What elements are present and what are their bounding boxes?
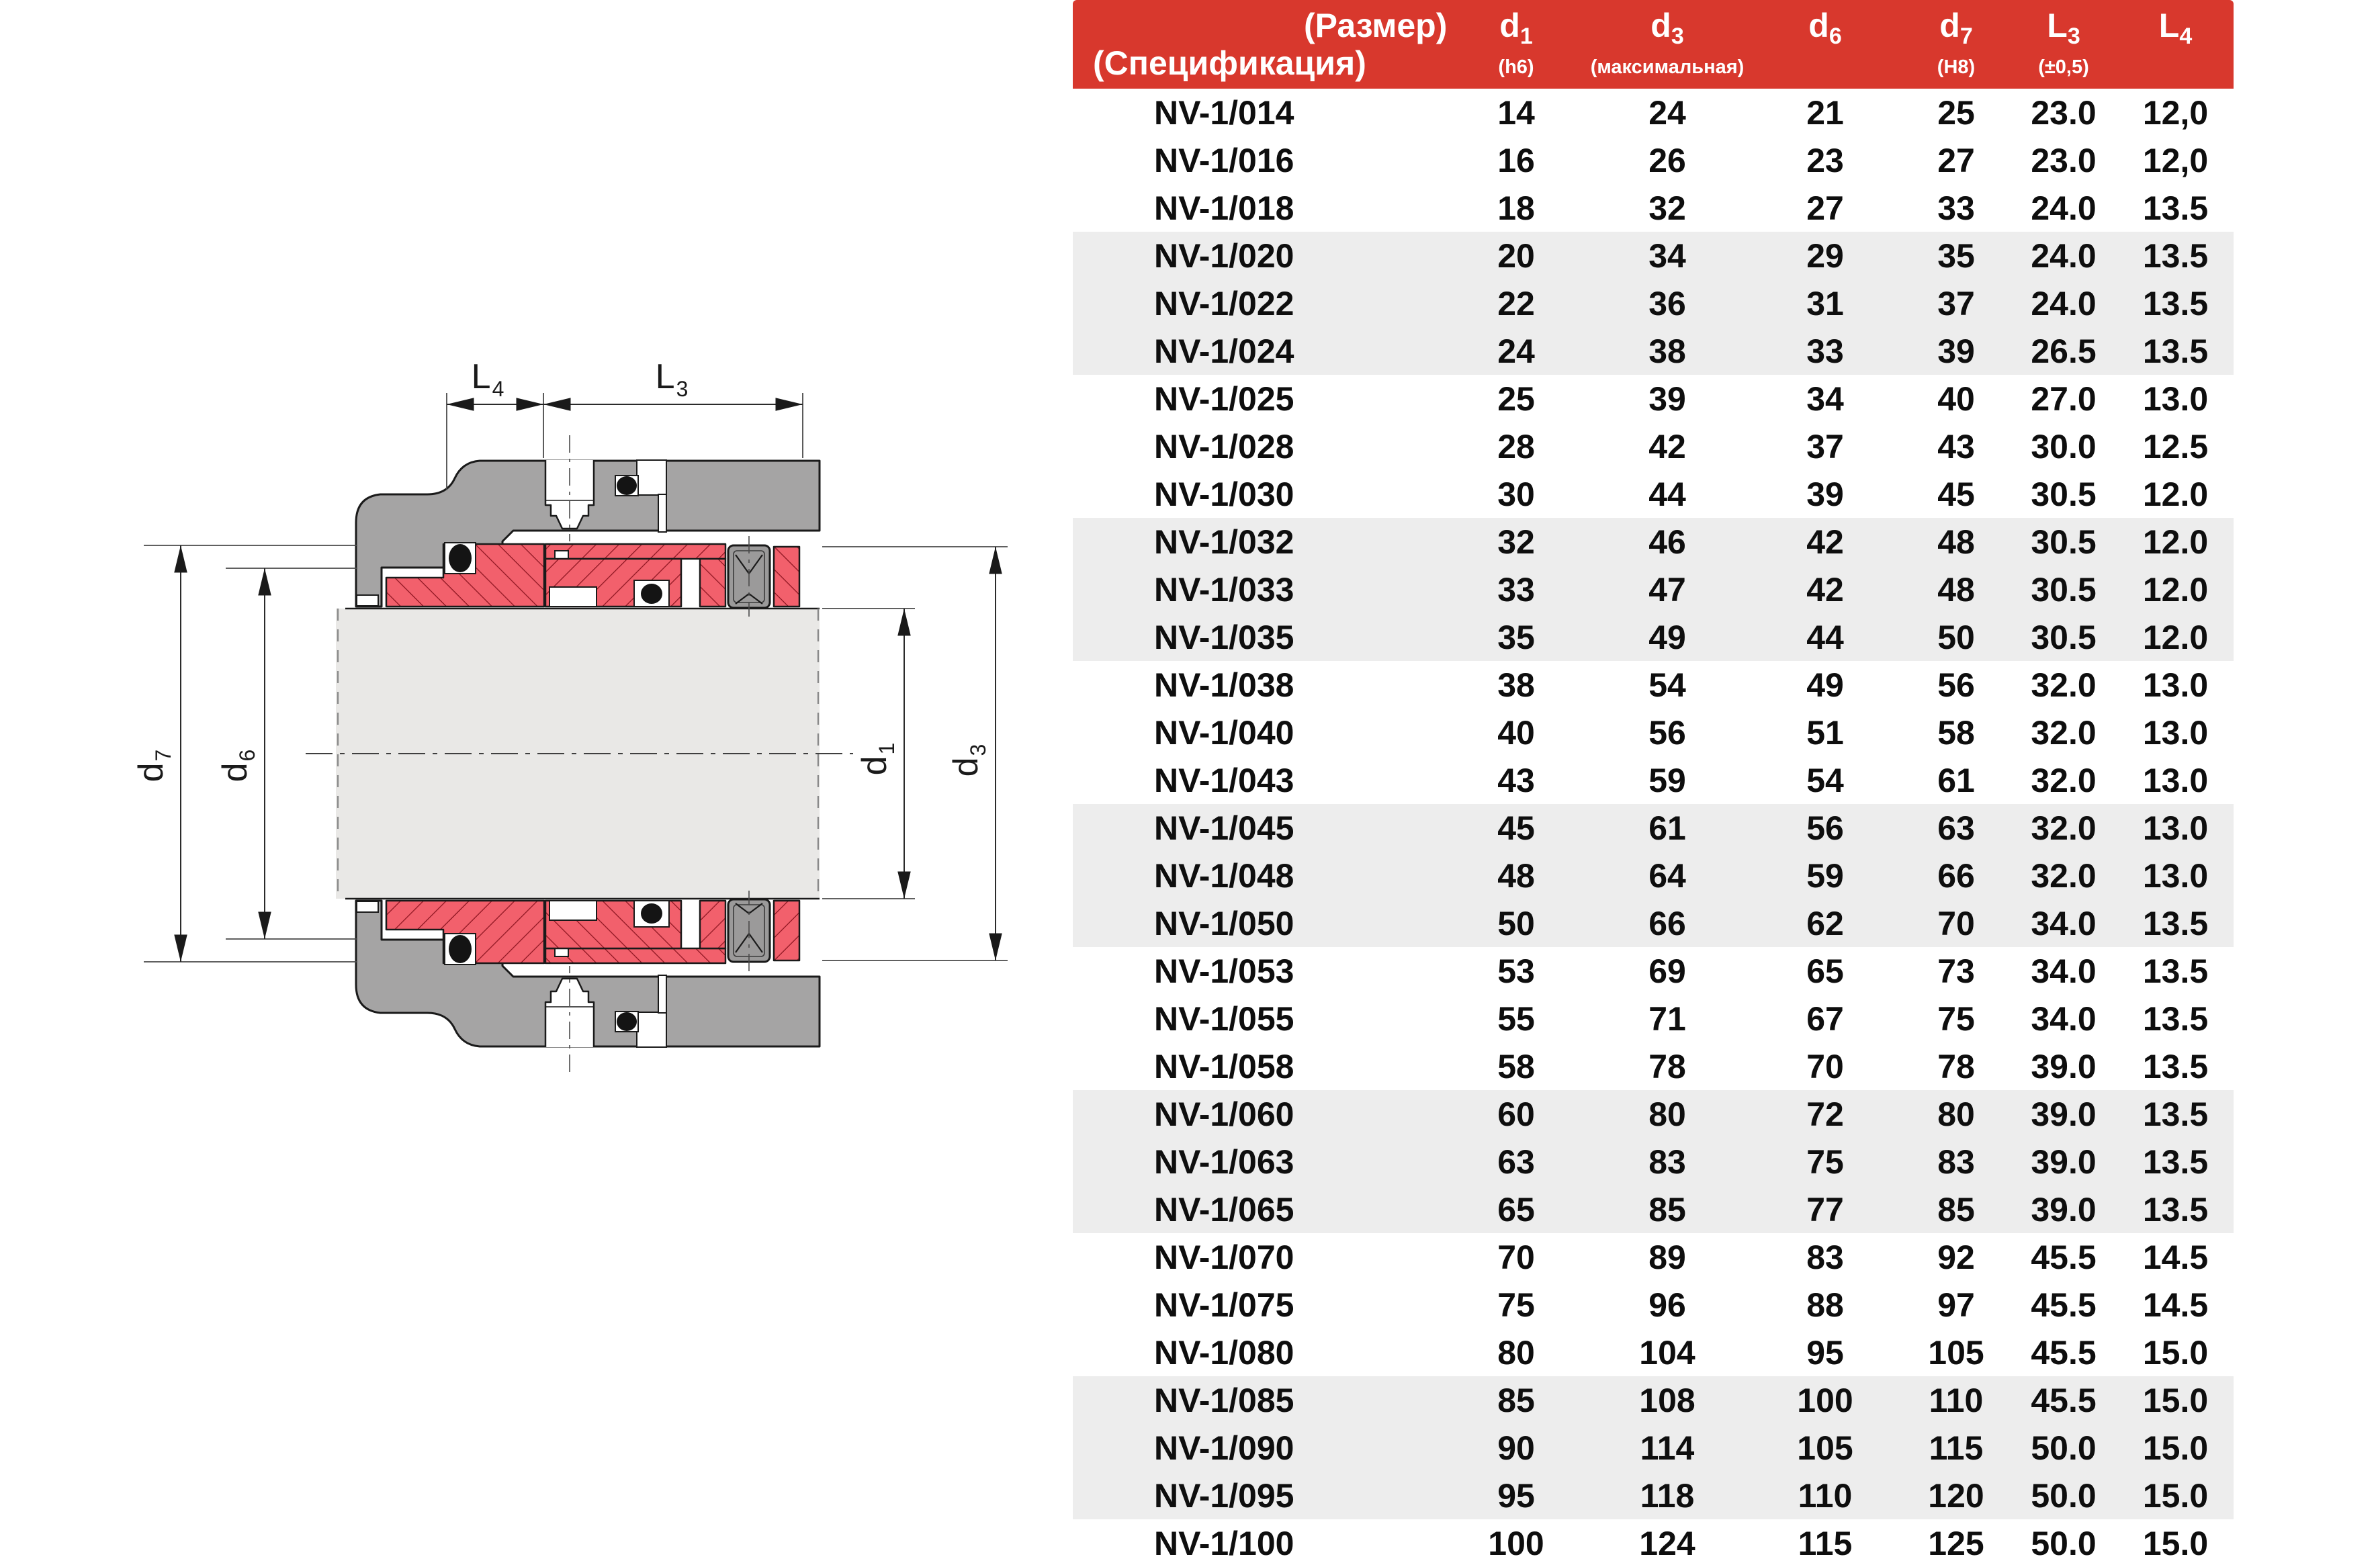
cell-d6: 33: [1806, 332, 1844, 370]
table-row: [1073, 1281, 2234, 1329]
header-col-L3: [2010, 0, 2117, 89]
cell-d3: 118: [1640, 1476, 1695, 1515]
cell-L4: 12,0: [2142, 93, 2209, 132]
cell-L3: 34.0: [2031, 904, 2097, 942]
cell-d7: 125: [1928, 1524, 1984, 1562]
cell-d6: 95: [1806, 1333, 1844, 1372]
cell-d6: 77: [1806, 1190, 1844, 1228]
cell-L4: 13.0: [2142, 856, 2209, 895]
cell-d3: 56: [1648, 713, 1686, 752]
cell-d6: 54: [1806, 761, 1844, 799]
label-L4: $L_4$: [471, 357, 504, 401]
table-row: [1073, 1472, 2234, 1519]
cell-size-name: NV-1/090: [1154, 1429, 1294, 1467]
table-row: [1073, 1138, 2234, 1185]
cell-L4: 12.0: [2142, 523, 2209, 561]
cell-d7: 43: [1937, 427, 1975, 465]
cell-d6: 83: [1806, 1238, 1844, 1276]
cell-d7: 58: [1937, 713, 1975, 752]
cell-L3: 30.5: [2031, 475, 2097, 513]
cell-d6: 42: [1806, 523, 1844, 561]
cell-size-name: NV-1/095: [1154, 1476, 1294, 1515]
col-d1-note: (h6): [1498, 56, 1534, 78]
cell-d7: 120: [1928, 1476, 1984, 1515]
table-row: [1073, 1090, 2234, 1138]
cell-L3: 45.5: [2031, 1238, 2097, 1276]
cell-L4: 13.0: [2142, 809, 2209, 847]
cell-L4: 13.5: [2142, 332, 2209, 370]
cell-size-name: NV-1/025: [1154, 379, 1294, 418]
cell-d6: 37: [1806, 427, 1844, 465]
cell-size-name: NV-1/100: [1154, 1524, 1294, 1562]
cell-d6: 70: [1806, 1047, 1844, 1085]
cell-size-name: NV-1/085: [1154, 1381, 1294, 1419]
cell-L4: 14.5: [2142, 1286, 2209, 1324]
col-d3-sub: 3: [1671, 24, 1684, 49]
cell-L3: 34.0: [2031, 952, 2097, 990]
cell-d3: 42: [1648, 427, 1686, 465]
cell-size-name: NV-1/040: [1154, 713, 1294, 752]
cell-size-name: NV-1/035: [1154, 618, 1294, 656]
cell-size-name: NV-1/048: [1154, 856, 1294, 895]
cell-L4: 13.5: [2142, 1047, 2209, 1085]
cell-d6: 59: [1806, 856, 1844, 895]
cell-size-name: NV-1/024: [1154, 332, 1294, 370]
cell-d3: 124: [1639, 1524, 1695, 1562]
cell-L3: 23.0: [2031, 93, 2097, 132]
cell-d3: 96: [1648, 1286, 1686, 1324]
label-d1: $d_1$: [855, 742, 899, 776]
col-d7-sub: 7: [1959, 24, 1973, 49]
cell-d6: 115: [1798, 1524, 1853, 1562]
cell-d3: 61: [1648, 809, 1686, 847]
cell-d1: 50: [1497, 904, 1535, 942]
cell-d6: 42: [1806, 570, 1844, 609]
cell-size-name: NV-1/032: [1154, 523, 1294, 561]
cell-d7: 56: [1937, 666, 1975, 704]
cell-size-name: NV-1/033: [1154, 570, 1294, 609]
table-row: [1073, 184, 2234, 232]
table-row: [1073, 1185, 2234, 1233]
cell-L3: 23.0: [2031, 141, 2097, 179]
cell-d6: 39: [1806, 475, 1844, 513]
cell-L4: 14.5: [2142, 1238, 2209, 1276]
col-L4-sub: 4: [2179, 24, 2193, 49]
label-L3: $L_3$: [655, 357, 689, 401]
cell-d1: 28: [1497, 427, 1535, 465]
col-d6-sub: 6: [1828, 24, 1842, 49]
cell-L4: 13.5: [2142, 952, 2209, 990]
cell-d7: 83: [1937, 1143, 1975, 1181]
cell-size-name: NV-1/058: [1154, 1047, 1294, 1085]
cell-d1: 25: [1497, 379, 1535, 418]
cell-d1: 16: [1497, 141, 1535, 179]
cell-L3: 39.0: [2031, 1095, 2097, 1133]
seal-cross-section-diagram: [128, 356, 1048, 1128]
cell-d1: 32: [1497, 523, 1535, 561]
cell-d7: 63: [1937, 809, 1975, 847]
cell-d3: 46: [1648, 523, 1686, 561]
col-d1-sub: 1: [1519, 24, 1533, 49]
cell-size-name: NV-1/053: [1154, 952, 1294, 990]
cell-L3: 30.5: [2031, 570, 2097, 609]
cell-d1: 100: [1488, 1524, 1544, 1562]
cell-d3: 114: [1640, 1429, 1695, 1467]
table-row: [1073, 470, 2234, 518]
cell-L3: 39.0: [2031, 1047, 2097, 1085]
cell-L3: 32.0: [2031, 856, 2097, 895]
gland-joint-cutout: [637, 460, 666, 495]
cell-d3: 36: [1648, 284, 1686, 322]
cell-d6: 110: [1798, 1476, 1853, 1515]
cell-d7: 27: [1937, 141, 1975, 179]
cell-d3: 64: [1648, 856, 1686, 895]
header-size-line2: (Спецификация): [1093, 44, 1366, 82]
cell-L3: 45.5: [2031, 1381, 2097, 1419]
drive-collar: [774, 547, 799, 607]
col-d1-label: d: [1499, 7, 1520, 44]
table-row: [1073, 756, 2234, 804]
cell-d6: 29: [1806, 236, 1844, 275]
table-row: [1073, 1519, 2234, 1567]
cell-L3: 45.5: [2031, 1333, 2097, 1372]
o-ring: [641, 584, 662, 604]
cell-size-name: NV-1/063: [1154, 1143, 1294, 1181]
cell-size-name: NV-1/028: [1154, 427, 1294, 465]
table-row: [1073, 327, 2234, 375]
retainer-strip: [700, 559, 725, 607]
cell-L3: 45.5: [2031, 1286, 2097, 1324]
cell-L4: 15.0: [2142, 1524, 2209, 1562]
cell-d7: 50: [1937, 618, 1975, 656]
cell-d1: 18: [1497, 189, 1535, 227]
cell-d1: 45: [1497, 809, 1535, 847]
cell-d3: 108: [1639, 1381, 1695, 1419]
table-row: [1073, 89, 2234, 136]
cell-d7: 85: [1937, 1190, 1975, 1228]
cell-d6: 49: [1806, 666, 1844, 704]
cell-d6: 100: [1797, 1381, 1853, 1419]
cell-L3: 30.5: [2031, 618, 2097, 656]
cell-d1: 60: [1497, 1095, 1535, 1133]
cell-d7: 35: [1937, 236, 1975, 275]
table-row: [1073, 947, 2234, 995]
cell-d6: 23: [1806, 141, 1844, 179]
cell-d3: 69: [1648, 952, 1686, 990]
cell-L3: 24.0: [2031, 189, 2097, 227]
cell-d3: 34: [1648, 236, 1686, 275]
table-row: [1073, 852, 2234, 899]
cell-d6: 34: [1806, 379, 1844, 418]
cell-size-name: NV-1/020: [1154, 236, 1294, 275]
cell-L3: 26.5: [2031, 332, 2097, 370]
cell-d1: 55: [1497, 999, 1535, 1038]
cell-d7: 48: [1937, 570, 1975, 609]
label-d3: $d_3$: [946, 744, 990, 777]
cell-L3: 24.0: [2031, 284, 2097, 322]
cell-d7: 80: [1937, 1095, 1975, 1133]
cell-d7: 115: [1929, 1429, 1984, 1467]
cell-d1: 33: [1497, 570, 1535, 609]
cell-d1: 80: [1497, 1333, 1535, 1372]
cell-d1: 40: [1497, 713, 1535, 752]
col-d7-note: (H8): [1937, 56, 1976, 78]
cell-d3: 32: [1648, 189, 1686, 227]
cell-d6: 44: [1806, 618, 1844, 656]
cell-d6: 27: [1806, 189, 1844, 227]
cell-size-name: NV-1/043: [1154, 761, 1294, 799]
seal-lower-half: [356, 891, 820, 1072]
cell-L3: 32.0: [2031, 713, 2097, 752]
cell-d6: 65: [1806, 952, 1844, 990]
o-ring: [617, 476, 637, 495]
cell-L3: 32.0: [2031, 666, 2097, 704]
cell-size-name: NV-1/045: [1154, 809, 1294, 847]
cell-d6: 72: [1806, 1095, 1844, 1133]
label-d7: $d_7$: [132, 749, 175, 782]
seal-upper-half: [356, 435, 820, 617]
header-col-L4: [2117, 0, 2234, 89]
cell-d3: 83: [1648, 1143, 1686, 1181]
cell-d3: 104: [1639, 1333, 1695, 1372]
cell-L4: 13.0: [2142, 666, 2209, 704]
cell-d1: 63: [1497, 1143, 1535, 1181]
housing-relief-notch: [357, 595, 378, 606]
cell-d1: 85: [1497, 1381, 1535, 1419]
col-d3-note: (максимальная): [1590, 56, 1745, 78]
cell-d3: 85: [1648, 1190, 1686, 1228]
col-L3-note: (±0,5): [2038, 56, 2089, 78]
cell-d6: 21: [1806, 93, 1844, 132]
cell-d1: 95: [1497, 1476, 1535, 1515]
cell-d6: 105: [1797, 1429, 1853, 1467]
cell-d6: 67: [1806, 999, 1844, 1038]
cell-L4: 13.5: [2142, 236, 2209, 275]
table-row: [1073, 566, 2234, 613]
cell-d3: 66: [1648, 904, 1686, 942]
cell-d3: 24: [1648, 93, 1686, 132]
cell-d7: 75: [1937, 999, 1975, 1038]
cell-size-name: NV-1/022: [1154, 284, 1294, 322]
gland-joint-slot: [658, 494, 666, 532]
cell-L3: 50.0: [2031, 1524, 2097, 1562]
col-d6-label: d: [1808, 7, 1829, 44]
table-body: [1073, 89, 2234, 1567]
cell-d6: 75: [1806, 1143, 1844, 1181]
cell-d3: 26: [1648, 141, 1686, 179]
face-pocket: [549, 587, 597, 607]
table-row: [1073, 899, 2234, 947]
cell-L4: 13.5: [2142, 189, 2209, 227]
cell-d1: 38: [1497, 666, 1535, 704]
table-row: [1073, 422, 2234, 470]
cell-d7: 37: [1937, 284, 1975, 322]
band-notch: [555, 551, 568, 559]
cell-L3: 30.0: [2031, 427, 2097, 465]
cell-d1: 22: [1497, 284, 1535, 322]
cell-L4: 15.0: [2142, 1333, 2209, 1372]
cell-size-name: NV-1/016: [1154, 141, 1294, 179]
cell-d7: 25: [1937, 93, 1975, 132]
cell-L3: 50.0: [2031, 1476, 2097, 1515]
cell-d3: 39: [1648, 379, 1686, 418]
cell-L4: 12.0: [2142, 570, 2209, 609]
table-row: [1073, 661, 2234, 709]
cell-d3: 54: [1648, 666, 1686, 704]
spec-table: [1073, 0, 2234, 1567]
cell-L4: 12,0: [2142, 141, 2209, 179]
table-row: [1073, 995, 2234, 1042]
table-row: [1073, 1233, 2234, 1281]
table-row: [1073, 1376, 2234, 1424]
cell-d1: 35: [1497, 618, 1535, 656]
cell-d7: 48: [1937, 523, 1975, 561]
cell-d1: 75: [1497, 1286, 1535, 1324]
cell-d1: 70: [1497, 1238, 1535, 1276]
cell-d3: 44: [1648, 475, 1686, 513]
cell-d3: 89: [1648, 1238, 1686, 1276]
dimension-L3: [543, 357, 803, 458]
cell-d6: 88: [1806, 1286, 1844, 1324]
cell-d1: 58: [1497, 1047, 1535, 1085]
cell-d7: 33: [1937, 189, 1975, 227]
header-col-d7: [1902, 0, 2010, 89]
cell-size-name: NV-1/065: [1154, 1190, 1294, 1228]
cell-L4: 13.5: [2142, 1143, 2209, 1181]
cell-d3: 47: [1648, 570, 1686, 609]
cell-L4: 13.0: [2142, 713, 2209, 752]
table-row: [1073, 1042, 2234, 1090]
cell-d1: 53: [1497, 952, 1535, 990]
table-row: [1073, 613, 2234, 661]
cell-size-name: NV-1/030: [1154, 475, 1294, 513]
cell-L4: 12.0: [2142, 618, 2209, 656]
cell-L4: 13.0: [2142, 379, 2209, 418]
cell-L4: 15.0: [2142, 1476, 2209, 1515]
cell-L4: 13.5: [2142, 904, 2209, 942]
cell-d1: 65: [1497, 1190, 1535, 1228]
cell-d7: 39: [1937, 332, 1975, 370]
cell-L4: 13.5: [2142, 284, 2209, 322]
cell-d1: 24: [1497, 332, 1535, 370]
cell-d6: 51: [1806, 713, 1844, 752]
cell-L4: 15.0: [2142, 1429, 2209, 1467]
cell-L4: 13.0: [2142, 761, 2209, 799]
cell-L4: 13.5: [2142, 1095, 2209, 1133]
o-ring: [449, 544, 472, 572]
cell-L4: 15.0: [2142, 1381, 2209, 1419]
cell-d1: 30: [1497, 475, 1535, 513]
header-col-d6: [1748, 0, 1902, 89]
cell-L3: 24.0: [2031, 236, 2097, 275]
cell-d7: 78: [1937, 1047, 1975, 1085]
cell-d1: 48: [1497, 856, 1535, 895]
cell-d6: 56: [1806, 809, 1844, 847]
cell-d7: 66: [1937, 856, 1975, 895]
table-row: [1073, 804, 2234, 852]
header-col-d1: [1446, 0, 1587, 89]
table-row: [1073, 1424, 2234, 1472]
cell-L3: 30.5: [2031, 523, 2097, 561]
col-L3-label: L: [2047, 7, 2068, 44]
cell-size-name: NV-1/018: [1154, 189, 1294, 227]
table-header: [1073, 0, 2234, 89]
table-row: [1073, 136, 2234, 184]
cell-d7: 61: [1937, 761, 1975, 799]
cell-L4: 12.0: [2142, 475, 2209, 513]
cell-d3: 80: [1648, 1095, 1686, 1133]
cell-size-name: NV-1/060: [1154, 1095, 1294, 1133]
table-row: [1073, 279, 2234, 327]
cell-d1: 14: [1497, 93, 1535, 132]
header-col-d3: [1587, 0, 1748, 89]
cell-d3: 49: [1648, 618, 1686, 656]
header-size-cell: [1073, 7, 1446, 82]
cell-d1: 90: [1497, 1429, 1535, 1467]
cell-size-name: NV-1/050: [1154, 904, 1294, 942]
cell-d7: 105: [1928, 1333, 1984, 1372]
cell-size-name: NV-1/038: [1154, 666, 1294, 704]
cell-size-name: NV-1/075: [1154, 1286, 1294, 1324]
table-row: [1073, 375, 2234, 422]
cell-d1: 43: [1497, 761, 1535, 799]
table-row: [1073, 1329, 2234, 1376]
cell-L3: 39.0: [2031, 1143, 2097, 1181]
header-size-line1: (Размер): [1304, 7, 1448, 44]
cell-d6: 62: [1806, 904, 1844, 942]
table-row: [1073, 709, 2234, 756]
label-d6: $d_6$: [216, 749, 259, 782]
cell-size-name: NV-1/070: [1154, 1238, 1294, 1276]
cell-L4: 13.5: [2142, 1190, 2209, 1228]
cell-d7: 73: [1937, 952, 1975, 990]
cell-L3: 27.0: [2031, 379, 2097, 418]
cell-d7: 40: [1937, 379, 1975, 418]
cell-d7: 110: [1929, 1381, 1984, 1419]
cell-d7: 97: [1937, 1286, 1975, 1324]
cell-L3: 39.0: [2031, 1190, 2097, 1228]
cell-d3: 71: [1648, 999, 1686, 1038]
cell-d7: 45: [1937, 475, 1975, 513]
cell-size-name: NV-1/080: [1154, 1333, 1294, 1372]
cell-L4: 12.5: [2142, 427, 2209, 465]
table-row: [1073, 518, 2234, 566]
col-L4-label: L: [2158, 7, 2180, 44]
col-L3-sub: 3: [2067, 24, 2080, 49]
cell-d3: 78: [1648, 1047, 1686, 1085]
cell-L3: 50.0: [2031, 1429, 2097, 1467]
cell-size-name: NV-1/055: [1154, 999, 1294, 1038]
cell-d3: 59: [1648, 761, 1686, 799]
cell-size-name: NV-1/014: [1154, 93, 1294, 132]
table-row: [1073, 232, 2234, 279]
col-d7-label: d: [1939, 7, 1960, 44]
cell-d1: 20: [1497, 236, 1535, 275]
col-d3-label: d: [1650, 7, 1671, 44]
cell-L3: 32.0: [2031, 809, 2097, 847]
drive-band: [545, 544, 725, 559]
cell-d7: 92: [1937, 1238, 1975, 1276]
cell-L4: 13.5: [2142, 999, 2209, 1038]
cell-d7: 70: [1937, 904, 1975, 942]
cell-d3: 38: [1648, 332, 1686, 370]
cell-L3: 34.0: [2031, 999, 2097, 1038]
cell-d6: 31: [1806, 284, 1844, 322]
cell-L3: 32.0: [2031, 761, 2097, 799]
